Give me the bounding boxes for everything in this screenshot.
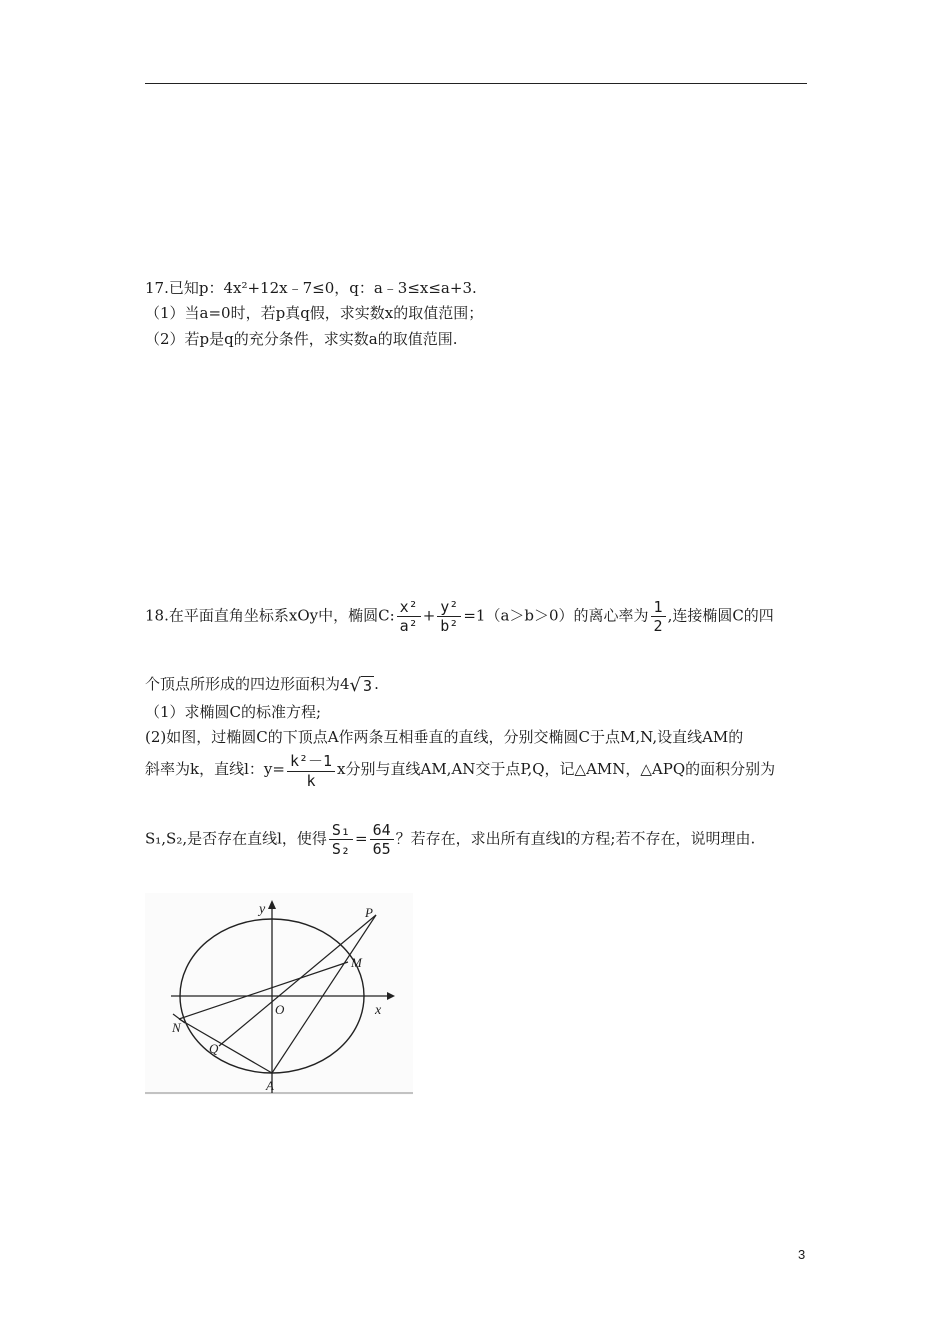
page-number: 3 xyxy=(798,1247,806,1262)
q18-part1: （1）求椭圆C的标准方程; xyxy=(145,703,322,721)
radicand: 3 xyxy=(363,676,373,695)
ellipse-diagram xyxy=(145,893,413,1095)
q18-line2-text-b: . xyxy=(374,675,379,693)
fraction-numerator: S₁ xyxy=(331,821,350,839)
fraction-k xyxy=(287,750,335,790)
q18-line5-text-a: 斜率为k，直线l：y= xyxy=(145,760,285,778)
q18-line1-text-a: 18.在平面直角坐标系xOy中，椭圆C: xyxy=(145,606,395,625)
fraction-numerator: k²－1 xyxy=(289,752,333,770)
q17-part2: （2）若p是q的充分条件，求实数a的取值范围. xyxy=(145,330,458,348)
fraction-denominator: 65 xyxy=(372,840,391,858)
fraction-y2-b2 xyxy=(437,598,461,635)
q18-line1-text-b: =1（a＞b＞0）的离心率为 xyxy=(463,606,649,625)
q17-stem: 17.已知p：4x²+12x﹣7≤0，q：a﹣3≤x≤a+3. xyxy=(145,279,477,297)
q18-line6-text-a: S₁,S₂,是否存在直线l，使得 xyxy=(145,829,327,848)
fraction-denominator: k xyxy=(306,772,316,790)
fraction-64-65 xyxy=(370,821,394,858)
fraction-numerator: y² xyxy=(440,598,459,616)
fraction-denominator: a² xyxy=(399,617,418,635)
q18-line5-text-b: x分别与直线AM,AN交于点P,Q，记△AMN，△APQ的面积分别为 xyxy=(337,760,776,778)
q17-part1: （1）当a=0时，若p真q假，求实数x的取值范围； xyxy=(145,304,484,322)
q18-line1-text-c: ,连接椭圆C的四 xyxy=(667,606,774,625)
label-o: O xyxy=(275,1002,285,1017)
q18-part2-line1: (2)如图，过椭圆C的下顶点A作两条互相垂直的直线，分别交椭圆C于点M,N,设直线AM的 xyxy=(145,728,744,746)
q18-part2-line2 xyxy=(145,750,775,790)
header-rule xyxy=(145,83,807,84)
figure-background xyxy=(145,893,413,1095)
label-q: Q xyxy=(209,1041,219,1056)
plus-sign: + xyxy=(422,606,436,625)
q18-line2 xyxy=(145,673,379,696)
fraction-s1-s2 xyxy=(329,821,353,858)
q18-line1 xyxy=(145,598,774,635)
fraction-x2-a2 xyxy=(397,598,421,635)
fraction-denominator: b² xyxy=(440,617,459,635)
fraction-denominator: 2 xyxy=(653,617,663,635)
q18-line6-text-b: ？若存在，求出所有直线l的方程;若不存在，说明理由. xyxy=(395,829,756,848)
equals-sign: = xyxy=(354,829,368,848)
label-y: y xyxy=(259,902,266,917)
fraction-numerator: 1 xyxy=(653,598,663,616)
fraction-numerator: 64 xyxy=(372,821,391,839)
q18-line2-text-a: 个顶点所形成的四边形面积为4 xyxy=(145,675,350,693)
label-p: P xyxy=(365,905,373,920)
label-n: N xyxy=(172,1020,181,1035)
label-x: x xyxy=(375,1003,382,1018)
label-a: A xyxy=(266,1078,274,1093)
fraction-denominator: S₂ xyxy=(331,840,350,858)
q18-part2-line3 xyxy=(145,821,755,858)
square-root xyxy=(350,675,375,696)
label-m: M xyxy=(351,955,362,970)
fraction-eccentricity xyxy=(651,598,666,635)
radical-sign: √ xyxy=(349,674,362,696)
fraction-numerator: x² xyxy=(399,598,418,616)
ellipse-figure xyxy=(145,893,413,1095)
